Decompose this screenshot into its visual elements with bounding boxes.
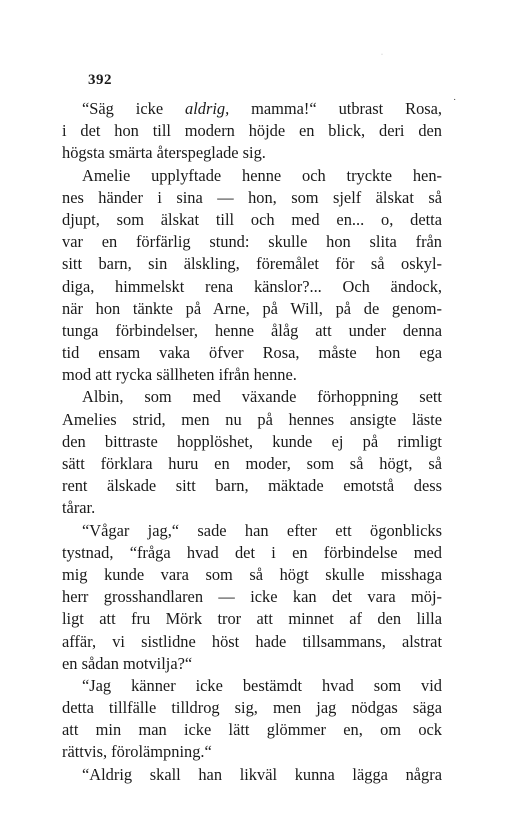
text-line: “Jag känner icke bestämdt hvad som vid	[82, 675, 442, 695]
text-line: diga, himmelskt rena känslor?... Och ändock,	[62, 276, 442, 296]
text-line: rent älskade sitt barn, mäktade emotstå dess	[62, 476, 442, 496]
text-line: sitt barn, sin älskling, föremålet för så oskyl-	[62, 254, 442, 274]
text-line: den bittraste hopplöshet, kunde ej på rimligt	[62, 431, 442, 451]
stray-ink-dot: ·	[381, 52, 383, 58]
text-line: var en förfärlig stund: skulle hon slita från	[62, 232, 442, 252]
text-line: herr grosshandlaren — icke kan det vara möj-	[62, 587, 442, 607]
stray-ink-mark: ˙	[453, 98, 457, 109]
text-line: “Säg icke aldrig, mamma!“ utbrast Rosa,	[82, 99, 443, 118]
page-number: 392	[88, 72, 112, 88]
text-line: djupt, som älskat till och med en... o, detta	[62, 209, 442, 229]
text-line: rättvis, förolämpning.“	[62, 742, 212, 762]
text-line: i det hon till modern höjde en blick, deri den	[62, 121, 442, 141]
text-line: affär, vi sistlidne höst hade tillsammans, alstrat	[62, 631, 442, 651]
text-line: detta tillfälle tilldrog sig, men jag nödgas säga	[62, 698, 442, 718]
text-line: mig kunde vara som så högt skulle misshaga	[62, 564, 442, 584]
body-text	[62, 98, 442, 786]
text-line: “Aldrig skall han likväl kunna lägga några	[82, 764, 442, 784]
text-line: tid ensam vaka öfver Rosa, måste hon ega	[62, 343, 442, 363]
text-line: tystnad, “fråga hvad det i en förbindelse med	[62, 542, 442, 562]
text-line: tårar.	[62, 498, 96, 518]
text-line: en sådan motvilja?“	[62, 653, 193, 673]
text-line: högsta smärta återspeglade sig.	[62, 143, 266, 163]
text-line: Amelies strid, men nu på hennes ansigte läste	[62, 409, 442, 429]
text-line: tunga förbindelser, henne ålåg att under denna	[62, 320, 442, 340]
text-line: Amelie upplyftade henne och tryckte hen-	[82, 165, 442, 185]
text-line: att min man icke lätt glömmer en, om ock	[62, 720, 442, 740]
text-line: när hon tänkte på Arne, på Will, på de genom-	[62, 298, 442, 318]
text-line: sätt förklara huru en moder, som så högt, så	[62, 454, 442, 473]
text-line: mod att rycka sällheten ifrån henne.	[62, 365, 297, 385]
text-line: nes händer i sina — hon, som sjelf älskat så	[62, 187, 442, 207]
text-line: Albin, som med växande förhoppning sett	[82, 387, 442, 407]
text-line: “Vågar jag,“ sade han efter ett ögonblicks	[82, 520, 442, 540]
text-line: ligt att fru Mörk tror att minnet af den lilla	[62, 609, 442, 629]
